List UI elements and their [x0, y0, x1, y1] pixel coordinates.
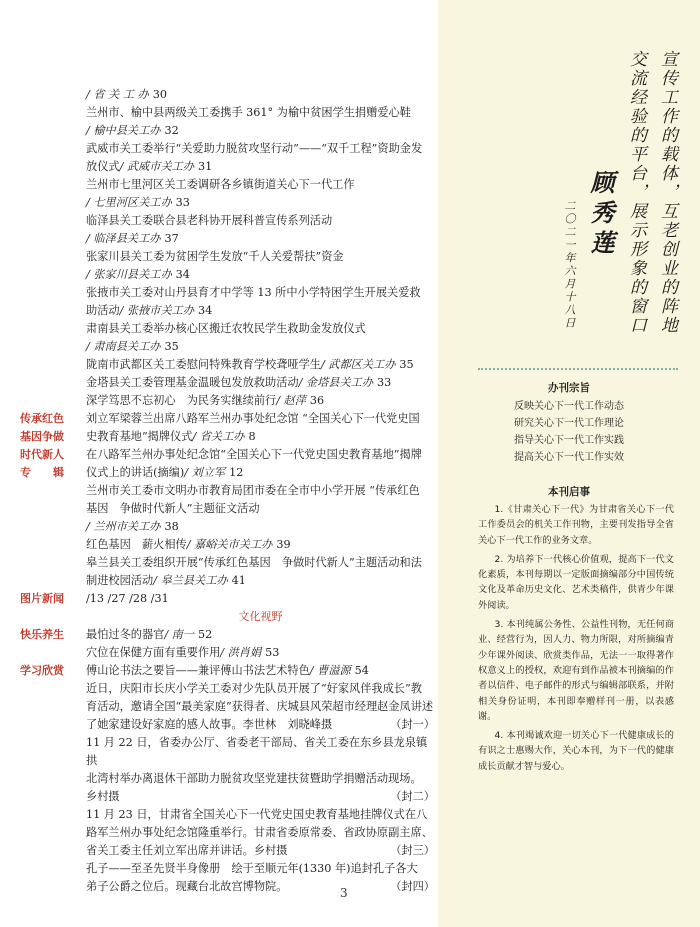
- toc-row: [20, 158, 435, 176]
- toc-row: [20, 500, 435, 518]
- aims-item: 反映关心下一代工作动态: [514, 401, 624, 412]
- cover-caption-line: [20, 680, 435, 698]
- toc-entry-title: 史教育基地”揭牌仪式: [86, 430, 193, 443]
- toc-category: [20, 374, 86, 392]
- cover-caption: [86, 788, 435, 806]
- toc-entry-source: / 七里河区关工办: [86, 196, 172, 209]
- toc-entry: [86, 392, 435, 410]
- cover-caption-text: 北湾村举办离退休干部助力脱贫攻坚党建扶贫暨助学捐赠活动现场。: [86, 772, 422, 785]
- toc-row: [20, 104, 435, 122]
- toc-category: [20, 572, 86, 590]
- toc-entry: [86, 482, 435, 500]
- cover-tag: （封二）: [390, 790, 435, 803]
- cover-caption-line: [20, 716, 435, 734]
- toc-entry-page: 32: [164, 124, 179, 137]
- toc-entry: [86, 338, 435, 356]
- toc-entry: [86, 266, 435, 284]
- cover-caption: [86, 680, 435, 698]
- toc-row: [20, 284, 435, 302]
- aims-list: [438, 398, 700, 466]
- toc-entry-title: 刘立军梁蓉兰出席八路军兰州办事处纪念馆 “全国关心下一代党史国: [86, 412, 420, 425]
- toc-category: [20, 878, 86, 896]
- dotted-divider: [478, 368, 678, 370]
- cover-tag: （封三）: [390, 844, 435, 857]
- cover-caption-line: [20, 734, 435, 770]
- toc-category: [20, 86, 86, 104]
- toc-entry-page: 37: [164, 232, 179, 245]
- cover-caption-line: [20, 698, 435, 716]
- toc-category: [20, 608, 86, 626]
- toc-row: [20, 572, 435, 590]
- toc-category: [20, 338, 86, 356]
- toc-entry-page: 53: [265, 646, 280, 659]
- toc-entry-title: 制进校园活动: [86, 574, 154, 587]
- notice-body: [478, 502, 674, 778]
- toc-entry: [86, 662, 435, 680]
- toc-entry-page: 35: [164, 340, 179, 353]
- notice-paragraph: 2. 为培养下一代核心价值观，提高下一代文化素质，本刊每期以一定版面摘编部分中国传统文化及革命历史文化、艺术类稿件，供青少年课外阅读。: [478, 553, 674, 611]
- toc-entry: [86, 320, 435, 338]
- cover-caption-text: 11 月 23 日，甘肃省全国关心下一代党史国史教育基地挂牌仪式在八: [86, 808, 428, 821]
- toc-row: [20, 320, 435, 338]
- aims-item: 指导关心下一代工作实践: [514, 435, 624, 446]
- toc-entry: [86, 176, 435, 194]
- toc-entry-source: / 省 关 工 办: [86, 88, 149, 101]
- toc-entry-title: 兰州市关工委市文明办市教育局团市委在全市中小学开展 “传承红色: [86, 484, 420, 497]
- toc-category: [20, 194, 86, 212]
- toc-entry-source: / 金塔县关工办: [298, 376, 374, 389]
- toc-entry-page: 52: [198, 628, 213, 641]
- cover-caption: [86, 842, 435, 860]
- cover-caption: [86, 734, 435, 770]
- toc-category: 传承红色: [20, 412, 64, 425]
- toc-category: 基因争做: [20, 430, 64, 443]
- toc-row: [20, 482, 435, 500]
- toc-category: [20, 302, 86, 320]
- toc-entry-source: / 省关工办: [192, 430, 245, 443]
- toc-row: [20, 410, 435, 428]
- toc-category: [20, 806, 86, 824]
- toc-entry-title: 兰州市七里河区关工委调研各乡镇街道关心下一代工作: [86, 178, 355, 191]
- toc-category: [20, 248, 86, 266]
- toc-entry-source: / 刘立军: [184, 466, 226, 479]
- toc-entry: [86, 158, 435, 176]
- cover-caption-line: [20, 788, 435, 806]
- toc-entry-title: 深学笃思不忘初心 为民务实继续前行: [86, 394, 277, 407]
- toc-entry-title: 傅山论书法之要旨——兼评傅山书法艺术特色: [86, 664, 310, 677]
- toc-row: [20, 194, 435, 212]
- toc-row: [20, 230, 435, 248]
- toc-category: [20, 824, 86, 842]
- toc-entry: [86, 428, 435, 446]
- toc-category: [20, 212, 86, 230]
- toc-entry: [86, 104, 435, 122]
- toc-entry: [86, 374, 435, 392]
- cover-caption-text: 弟子公爵之位后。现藏台北故宫博物院。: [86, 880, 288, 893]
- toc-entry-title: 张家川县关工委为贫困学生发放“千人关爱帮扶”资金: [86, 250, 344, 263]
- toc-category: [20, 770, 86, 788]
- toc-entry-page: 41: [231, 574, 246, 587]
- toc-category: [20, 176, 86, 194]
- toc-entry-title: 仪式上的讲话(摘编): [86, 466, 185, 479]
- toc-entry-page: 34: [198, 304, 213, 317]
- toc-entry: [86, 446, 435, 464]
- toc-entry-page: 36: [309, 394, 325, 407]
- toc-row: [20, 356, 435, 374]
- toc-category: [20, 680, 86, 698]
- toc-entry-source: / 南一: [164, 628, 195, 641]
- toc-entry: [86, 536, 435, 554]
- toc-entry-title: 最怕过冬的器官: [86, 628, 165, 641]
- toc-category: [20, 860, 86, 878]
- cover-tag: （封一）: [390, 718, 435, 731]
- inscription-signature: 顾秀莲: [586, 170, 615, 260]
- toc-entry-title: 肃南县关工委举办核心区搬迁农牧民学生救助金发放仪式: [86, 322, 366, 335]
- toc-entry-source: / 张掖市关工办: [119, 304, 195, 317]
- cover-caption: [86, 878, 435, 896]
- toc-entry-source: / 曹溢源: [309, 664, 351, 677]
- toc-entry-source: / 张家川县关工办: [86, 268, 172, 281]
- toc-entry-source: / 洪肖娟: [220, 646, 262, 659]
- cover-caption: [86, 806, 435, 824]
- toc-entry: [86, 284, 435, 302]
- toc-entry: [86, 410, 435, 428]
- toc-category: 专 辑: [20, 466, 64, 479]
- toc-entry: [86, 194, 435, 212]
- toc-entry-title: 张掖市关工委对山丹县育才中学等 13 所中小学特困学生开展关爱救: [86, 286, 421, 299]
- cover-caption-text: 了她家建设好家庭的感人故事。李世林 刘晓峰摄: [86, 718, 333, 731]
- toc-entry-title: 皋兰县关工委组织开展“传承红色基因 争做时代新人”主题活动和法: [86, 556, 422, 569]
- inscription-line-2: 交流经验的平台，展示形象的窗口: [626, 50, 646, 335]
- toc-entry-title: 放仪式: [86, 160, 120, 173]
- cover-caption: [86, 860, 435, 878]
- toc-entry: [86, 356, 435, 374]
- toc-entry-page: 54: [354, 664, 369, 677]
- toc-category: [20, 716, 86, 734]
- toc-row: [20, 590, 435, 608]
- cover-caption-text: 育活动，邀请全国“最美家庭”获得者、庆城县风荣超市经理赵金凤讲述: [86, 700, 434, 713]
- toc-row: [20, 212, 435, 230]
- toc-entry-title: 临泽县关工委联合县老科协开展科普宣传系列活动: [86, 214, 333, 227]
- toc-entry-source: / 临泽县关工办: [86, 232, 161, 245]
- toc-row: [20, 86, 435, 104]
- toc-row: [20, 302, 435, 320]
- toc-entry: [86, 230, 435, 248]
- toc-entry: [86, 626, 435, 644]
- toc-category: [20, 266, 86, 284]
- toc-entry: [86, 572, 435, 590]
- toc-category: [20, 734, 86, 770]
- toc-category: [20, 554, 86, 572]
- toc-entry: [86, 302, 435, 320]
- toc-entry-page: 31: [198, 160, 213, 173]
- aims-title: 办刊宗旨: [548, 382, 590, 394]
- toc-entry-title: 在八路军兰州办事处纪念馆“全国关心下一代党史国史教育基地”揭牌: [86, 448, 422, 461]
- toc-list: [20, 86, 435, 896]
- toc-entry-page: 33: [377, 376, 392, 389]
- toc-row: [20, 464, 435, 482]
- toc-row: [20, 122, 435, 140]
- toc-category: [20, 284, 86, 302]
- toc-entry-source: / 皋兰县关工办: [153, 574, 228, 587]
- toc-entry-source: / 兰州市关工办: [86, 520, 161, 533]
- cover-caption-text: 乡村摄: [86, 790, 120, 803]
- toc-entry-title: 武威市关工委举行“关爱助力脱贫攻坚行动”——“双千工程”资助金发: [86, 142, 423, 155]
- toc-entry: [86, 122, 435, 140]
- toc-entry-source: / 武都区关工办: [320, 358, 396, 371]
- toc-category: [20, 482, 86, 500]
- toc-category: [20, 518, 86, 536]
- cover-caption-text: 孔子——至圣先贤半身像册 绘于至顺元年(1330 年)追封孔子各大: [86, 862, 418, 875]
- toc-entry-source: / 武威市关工办: [119, 160, 195, 173]
- toc-entry-title: 陇南市武都区关工委慰问特殊教育学校聋哑学生: [86, 358, 321, 371]
- toc-entry: [86, 248, 435, 266]
- cover-caption-line: [20, 806, 435, 824]
- toc-category: [20, 536, 86, 554]
- toc-entry-title: 兰州市、榆中县两级关工委携手 361° 为榆中贫困学生捐赠爱心鞋: [86, 106, 411, 119]
- toc-entry: [86, 518, 435, 536]
- cover-caption-line: [20, 824, 435, 842]
- toc-category: [20, 644, 86, 662]
- cover-tag: （封四）: [390, 880, 435, 893]
- cover-caption-text: 路军兰州办事处纪念馆隆重举行。甘肃省委原常委、省政协原副主席、: [86, 826, 433, 839]
- toc-entry: [86, 464, 435, 482]
- toc-row: [20, 338, 435, 356]
- toc-category: [20, 392, 86, 410]
- cover-caption: [86, 770, 435, 788]
- toc-entry-page: 34: [175, 268, 190, 281]
- toc-row: [20, 644, 435, 662]
- toc-row: [20, 392, 435, 410]
- toc-category: [20, 356, 86, 374]
- toc-row: [20, 518, 435, 536]
- toc-entry-title: 基因 争做时代新人”主题征文活动: [86, 502, 260, 515]
- toc-category: [20, 320, 86, 338]
- toc-row: [20, 248, 435, 266]
- toc-category: [20, 122, 86, 140]
- toc-category: [20, 842, 86, 860]
- toc-row: [20, 374, 435, 392]
- toc-entry: [86, 500, 435, 518]
- toc-entry-title: 金塔县关工委管理基金温暖包发放救助活动: [86, 376, 299, 389]
- toc-entry: [86, 212, 435, 230]
- toc-entry-title: 红色基因 薪火相传: [86, 538, 187, 551]
- toc-entry: [86, 140, 435, 158]
- cover-caption-line: [20, 842, 435, 860]
- toc-category: [20, 500, 86, 518]
- toc-entry-title: 助活动: [86, 304, 120, 317]
- toc-entry-title: /13 /27 /28 /31: [86, 592, 169, 605]
- notice-title: 本刊启事: [548, 486, 590, 498]
- toc-category: [20, 140, 86, 158]
- toc-category: [20, 788, 86, 806]
- cover-caption-line: [20, 860, 435, 878]
- toc-entry: [86, 86, 435, 104]
- inscription-line-1: 宣传工作的载体，互老创业的阵地: [657, 50, 677, 335]
- toc-entry: [86, 554, 435, 572]
- toc-row: [20, 536, 435, 554]
- toc-entry-page: 30: [152, 88, 167, 101]
- culture-section-heading: 文化视野: [238, 610, 283, 623]
- inscription-date: 二〇二一年六月十八日: [563, 200, 576, 330]
- toc-entry-page: 39: [276, 538, 291, 551]
- cover-caption-text: 省关工委主任刘立军出席并讲话。乡村摄: [86, 844, 288, 857]
- cover-caption: [86, 824, 435, 842]
- toc-row: [20, 140, 435, 158]
- toc-entry-source: / 肃南县关工办: [86, 340, 161, 353]
- cover-caption-line: [20, 770, 435, 788]
- toc-category: [20, 104, 86, 122]
- toc-row: [20, 428, 435, 446]
- toc-row: [20, 446, 435, 464]
- notice-paragraph: 4. 本刊竭诚欢迎一切关心下一代健康成长的有识之士惠赐大作，关心本刊，为下一代的健康成长贡献才智与爱心。: [478, 730, 674, 772]
- toc-row: [20, 626, 435, 644]
- toc-entry-title: 穴位在保健方面有重要作用: [86, 646, 221, 659]
- toc-entry: [86, 590, 435, 608]
- page-number: 3: [340, 886, 348, 900]
- cover-caption: [86, 698, 435, 716]
- toc-entry-source: / 嘉峪关市关工办: [186, 538, 273, 551]
- toc-category: [20, 230, 86, 248]
- toc-entry: [86, 644, 435, 662]
- toc-entry-source: / 赵萍: [276, 394, 306, 407]
- toc-category: [20, 158, 86, 176]
- toc-entry-page: 12: [229, 466, 244, 479]
- toc-entry-page: 38: [164, 520, 179, 533]
- toc-category: 学习欣赏: [20, 664, 64, 677]
- cover-caption: [86, 716, 435, 734]
- toc-row: [20, 662, 435, 680]
- cover-caption-text: 近日，庆阳市长庆小学关工委对少先队员开展了“好家风伴我成长”教: [86, 682, 422, 695]
- toc-row: [20, 176, 435, 194]
- aims-item: 研究关心下一代工作理论: [514, 418, 624, 429]
- toc-category: [20, 698, 86, 716]
- toc-row: [20, 554, 435, 572]
- toc-row: [20, 266, 435, 284]
- toc-entry-source: / 榆中县关工办: [86, 124, 161, 137]
- toc-category: 时代新人: [20, 448, 64, 461]
- calligraphy-inscription: [561, 50, 680, 360]
- aims-item: 提高关心下一代工作实效: [514, 452, 624, 463]
- toc-entry-page: 35: [399, 358, 414, 371]
- cover-caption-text: 11 月 22 日，省委办公厅、省委老干部局、省关工委在东乡县龙泉镇拱: [86, 736, 428, 767]
- toc-category: 图片新闻: [20, 592, 64, 605]
- toc-row: [20, 608, 435, 626]
- toc-entry-page: 8: [248, 430, 256, 443]
- notice-paragraph: 3. 本刊纯属公务性、公益性刊物，无任何商业、经营行为，因人力、物力所限，对所摘编青少年课外阅读、欣赏类作品，无法一一取得著作权意义上的授权，欢迎有到作品被本刊摘编的作者以信件、电子邮件的形式与编辑部联系，并附相关身份证明，本刊即奉赠样刊一册，以表感谢。: [478, 619, 674, 722]
- notice-paragraph: 1.《甘肃关心下一代》为甘肃省关心下一代工作委员会的机关工作刊物，主要刊发指导全省关心下一代工作的业务文章。: [478, 504, 674, 546]
- toc-category: 快乐养生: [20, 628, 64, 641]
- cover-caption-line: [20, 878, 435, 896]
- toc-entry-page: 33: [175, 196, 190, 209]
